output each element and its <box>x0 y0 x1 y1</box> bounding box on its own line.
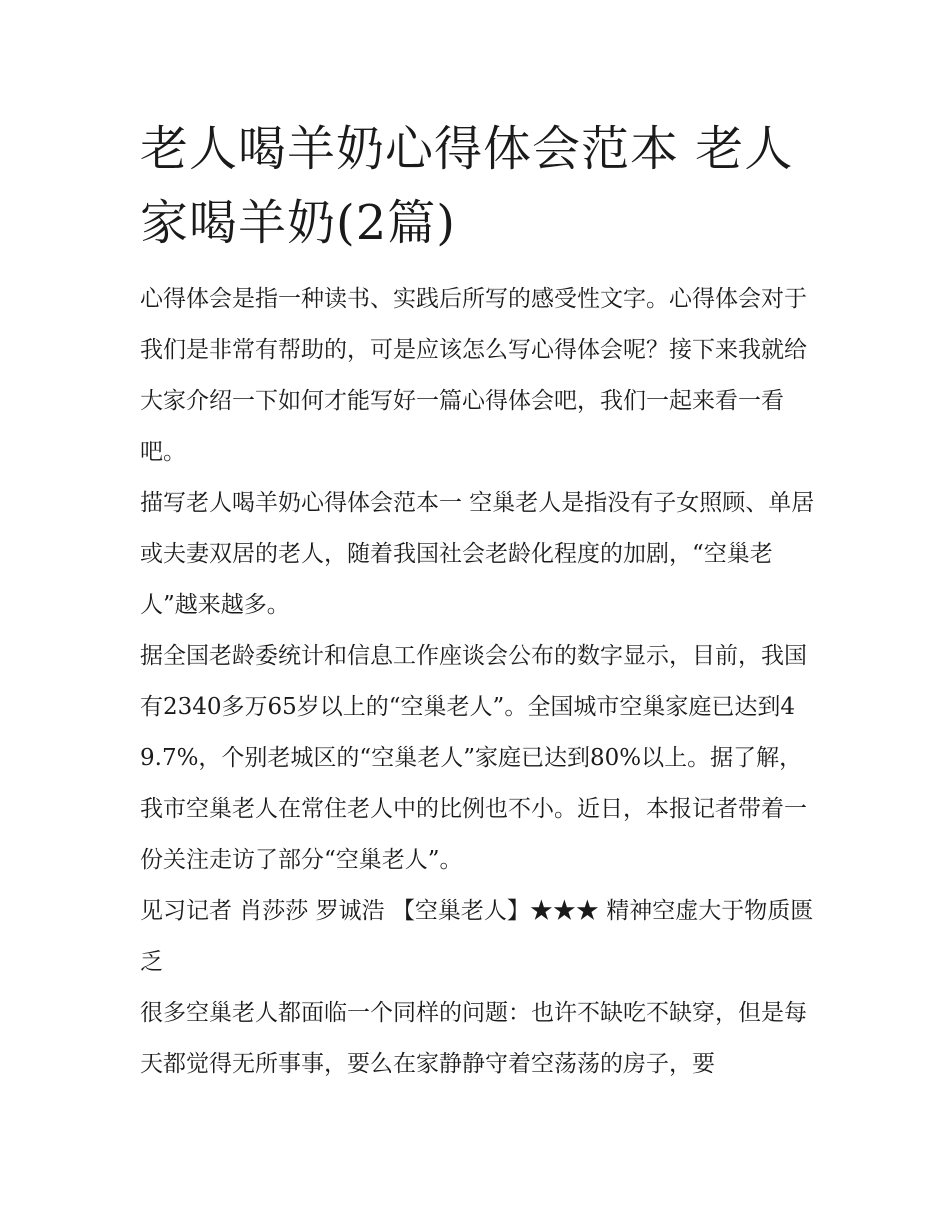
paragraph-problem: 很多空巢老人都面临一个同样的问题：也许不缺吃不缺穿，但是每天都觉得无所事事，要么在家静静守着空荡荡的房子，要 <box>140 1000 807 1077</box>
paragraph-statistics: 据全国老龄委统计和信息工作座谈会公布的数字显示，目前，我国有2340多万65岁以上的“空巢老人”。全国城市空巢家庭已达到49.7%，个别老城区的“空巢老人”家庭已达到80%以上。据了解，我市空巢老人在常住老人中的比例也不小。近日，本报记者带着一份关注走访了部分“空巢老人”。 <box>140 643 807 873</box>
paragraph-intro: 心得体会是指一种读书、实践后所写的感受性文字。心得体会对于我们是非常有帮助的，可是应该怎么写心得体会呢？接下来我就给大家介绍一下如何才能写好一篇心得体会吧，我们一起来看一看吧。 <box>140 286 807 465</box>
paragraph-byline: 见习记者 肖莎莎 罗诚浩 【空巢老人】★★★ 精神空虚大于物质匮乏 <box>140 898 814 975</box>
document-page <box>140 112 815 1090</box>
document-title: 老人喝羊奶心得体会范本 老人家喝羊奶(2篇) <box>140 121 794 251</box>
paragraph-sample-one: 描写老人喝羊奶心得体会范本一 空巢老人是指没有子女照顾、单居或夫妻双居的老人，随着我国社会老龄化程度的加剧，“空巢老人”越来越多。 <box>140 490 815 618</box>
